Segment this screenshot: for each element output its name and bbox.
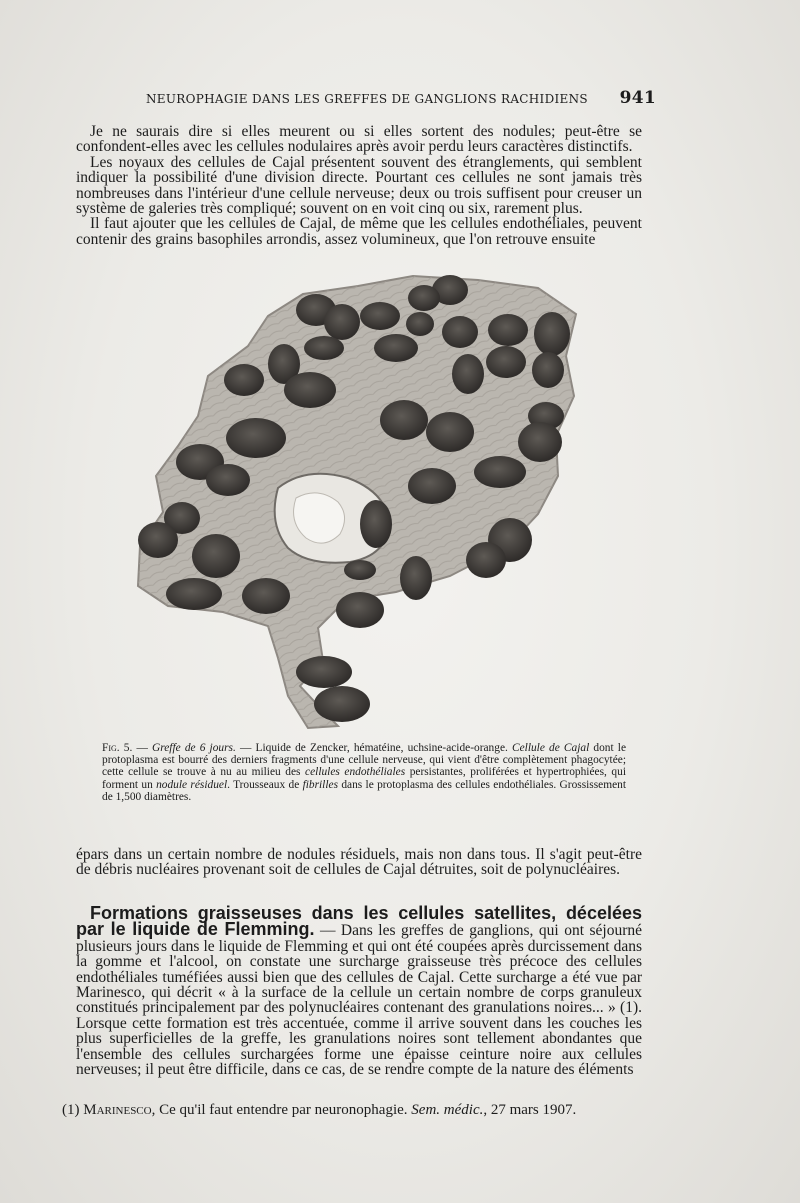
- footnote-journal: Sem. médic.: [411, 1102, 484, 1118]
- top-paragraphs: [76, 124, 642, 247]
- figure-label: Fig. 5.: [102, 742, 133, 754]
- caption-title: Greffe de 6 jours.: [152, 742, 236, 754]
- caption-text: — Liquide de Zencker, hématéine, uchsine-acide-orange.: [235, 742, 512, 754]
- histology-figure: [128, 266, 588, 730]
- paragraph: Les noyaux des cellules de Cajal présentent souvent des étranglements, qui semblent indiquer la possibilité d'une division directe. Pourtant ces cellules ne sont jamais très nombreuses dans l'intérieur d'une cellule nerveuse; deux ou trois suffisent pour creuser un système de galeries très compliqué; souvent on en voit cinq ou six, rarement plus.: [76, 153, 642, 218]
- page-number: 941: [619, 88, 656, 108]
- footnote: [62, 1102, 662, 1119]
- paragraph: épars dans un certain nombre de nodules résiduels, mais non dans tous. Il s'agit peut-être de débris nucléaires provenant soit de cellules de Cajal détruites, soit de polynucléaires.: [76, 846, 642, 879]
- paragraph: Il faut ajouter que les cellules de Cajal, de même que les cellules endothéliales, peuvent contenir des grains basophiles arrondis, assez volumineux, que l'on retrouve ensuite: [76, 215, 642, 248]
- footnote-marker: (1): [62, 1102, 80, 1118]
- section-body: — Dans les greffes de ganglions, qui ont séjourné plusieurs jours dans le liquide de Flemming et qui ont été coupées après durcissement dans la gomme et l'alcool, on constate une surcharge graisseuse très précoce des cellules endothéliales tuméfiées aussi bien que des cellules de Cajal. Cette surcharge a été vue par Marinesco, qui décrit « à la surface de la cellule un certain nombre de corps granuleux constitués principalement par des polynucléaires contenant des granulations noires... » (1). Lorsque cette formation est très accentuée, comme il arrive souvent dans les couches les plus superficielles de la greffe, les granulations noires sont tellement abondantes que l'ensemble des cellules surchargées forme une épaisse ceinture noire aux cellules nerveuses; il peut être difficile, dans ce cas, de se rendre compte de la nature des éléments: [76, 922, 642, 1079]
- running-header: [146, 88, 656, 108]
- caption-text: persistantes, proliférées et hypertrophiées, qui forment un: [102, 766, 626, 791]
- section-title: Formations graisseuses dans les cellules satellites, décelées par le liquide de Flemming.: [76, 903, 642, 940]
- caption-text: dont le protoplasma est bourré des derniers fragments d'une cellule nerveuse, qui vient d'être complètement phagocytée; cette cellule se trouve à nu au milieu des: [102, 742, 627, 779]
- histology-illustration: [128, 266, 588, 730]
- paragraph: Je ne saurais dire si elles meurent ou si elles sortent des nodules; peut-être se confondent-elles avec les cellules nodulaires après avoir perdu leurs caractères distinctifs.: [76, 123, 642, 156]
- after-figure-paragraph: [76, 847, 642, 878]
- caption-term: cellules endothéliales: [305, 766, 406, 779]
- footnote-text: , 27 mars 1907.: [483, 1102, 577, 1118]
- footnote-text: , Ce qu'il faut entendre par neuronophagie.: [151, 1102, 412, 1118]
- caption-term: fibrilles: [302, 778, 339, 791]
- caption-term: Cellule de Cajal: [512, 742, 590, 754]
- running-title: NEUROPHAGIE DANS LES GREFFES DE GANGLIONS RACHIDIENS: [146, 92, 588, 106]
- section: [76, 903, 642, 1079]
- footnote-author: Marinesco: [83, 1102, 152, 1118]
- caption-text: dans le protoplasma des cellules endothéliales. Grossissement de 1,500 diamètres.: [102, 778, 626, 803]
- caption-term: nodule résiduel: [156, 778, 228, 791]
- caption-text: . Trousseaux de: [227, 778, 303, 791]
- figure-caption: Fig. 5. — Greffe de 6 jours. — Liquide de Zencker, hématéine, uchsine-acide-orange. Cellule de Cajal dont le protoplasma est bourré des derniers fragments d'une cellule nerveuse, qui vient d'être complètement phagocytée; cette cellule se trouve à nu au milieu des cellules endothéliales persistantes, proliférées et hypertrophiées, qui forment un nodule résiduel. Trousseaux de fibrilles dans le protoplasma des cellules endothéliales. Grossissement de 1,500 diamètres.: [102, 742, 627, 803]
